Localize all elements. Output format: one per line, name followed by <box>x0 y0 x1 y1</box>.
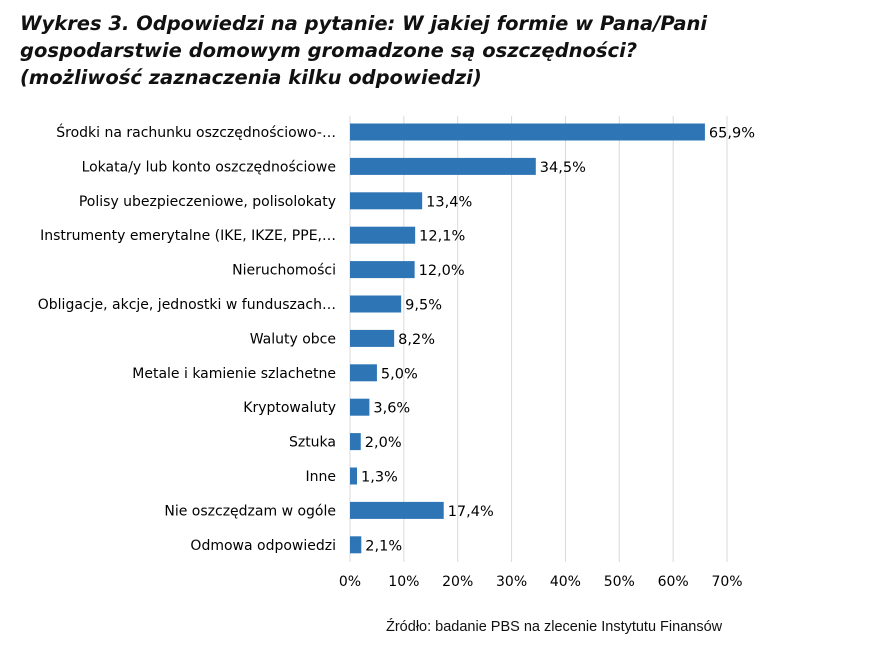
bar <box>350 227 415 244</box>
category-label: Inne <box>305 469 336 485</box>
value-label: 9,5% <box>405 297 443 314</box>
category-label: Polisy ubezpieczeniowe, polisolokaty <box>78 193 336 210</box>
category-labels <box>38 123 336 554</box>
bar <box>350 296 401 313</box>
x-tick-labels <box>339 574 743 590</box>
x-tick-label: 70% <box>711 574 743 590</box>
category-label: Instrumenty emerytalne (IKE, IKZE, PPE,… <box>40 228 336 245</box>
value-label: 2,1% <box>365 538 403 555</box>
category-label: Kryptowaluty <box>243 400 336 417</box>
category-label: Lokata/y lub konto oszczędnościowe <box>81 159 336 176</box>
value-label: 2,0% <box>364 435 402 452</box>
bar <box>350 158 536 175</box>
x-tick-label: 50% <box>603 574 635 590</box>
chart-title-line-2: gospodarstwie domowym gromadzone są oszczędności? <box>20 39 638 62</box>
bar <box>350 536 361 553</box>
x-tick-label: 0% <box>338 574 362 590</box>
category-label: Odmowa odpowiedzi <box>190 537 336 554</box>
bar <box>350 433 361 450</box>
category-label: Obligacje, akcje, jednostki w funduszach… <box>37 297 336 313</box>
bar <box>350 502 444 519</box>
value-label: 12,0% <box>418 263 465 280</box>
value-label: 13,4% <box>426 194 473 211</box>
category-label: Sztuka <box>288 434 336 451</box>
value-label: 17,4% <box>447 503 494 520</box>
value-labels <box>361 126 755 555</box>
chart-title-line-3: (możliwość zaznaczenia kilku odpowiedzi) <box>20 66 482 89</box>
value-label: 8,2% <box>398 331 436 348</box>
source-note: Źródło: badanie PBS na zlecenie Instytutu Finansów <box>386 619 723 635</box>
value-label: 12,1% <box>419 228 466 245</box>
value-label: 34,5% <box>539 159 586 176</box>
bar <box>350 399 369 416</box>
chart-title-line-1: Wykres 3. Odpowiedzi na pytanie: W jakiej formie w Pana/Pani <box>20 12 708 35</box>
bar <box>350 192 422 209</box>
x-tick-label: 20% <box>442 574 474 590</box>
x-tick-label: 40% <box>549 574 581 590</box>
category-label: Nie oszczędzam w ogóle <box>164 503 336 520</box>
bar <box>350 330 394 347</box>
x-tick-label: 30% <box>496 574 528 590</box>
bar <box>350 364 377 381</box>
category-label: Waluty obce <box>249 331 336 348</box>
value-label: 5,0% <box>380 366 418 383</box>
category-label: Metale i kamienie szlachetne <box>132 365 336 382</box>
bar <box>350 261 415 278</box>
value-label: 65,9% <box>708 125 755 142</box>
category-label: Nieruchomości <box>232 262 336 279</box>
value-label: 1,3% <box>361 469 398 486</box>
x-tick-label: 60% <box>657 574 689 590</box>
bar <box>350 124 705 141</box>
x-tick-label: 10% <box>388 574 420 590</box>
category-label: Środki na rachunku oszczędnościowo-… <box>56 125 336 141</box>
bar <box>350 468 357 485</box>
value-label: 3,6% <box>373 400 411 417</box>
